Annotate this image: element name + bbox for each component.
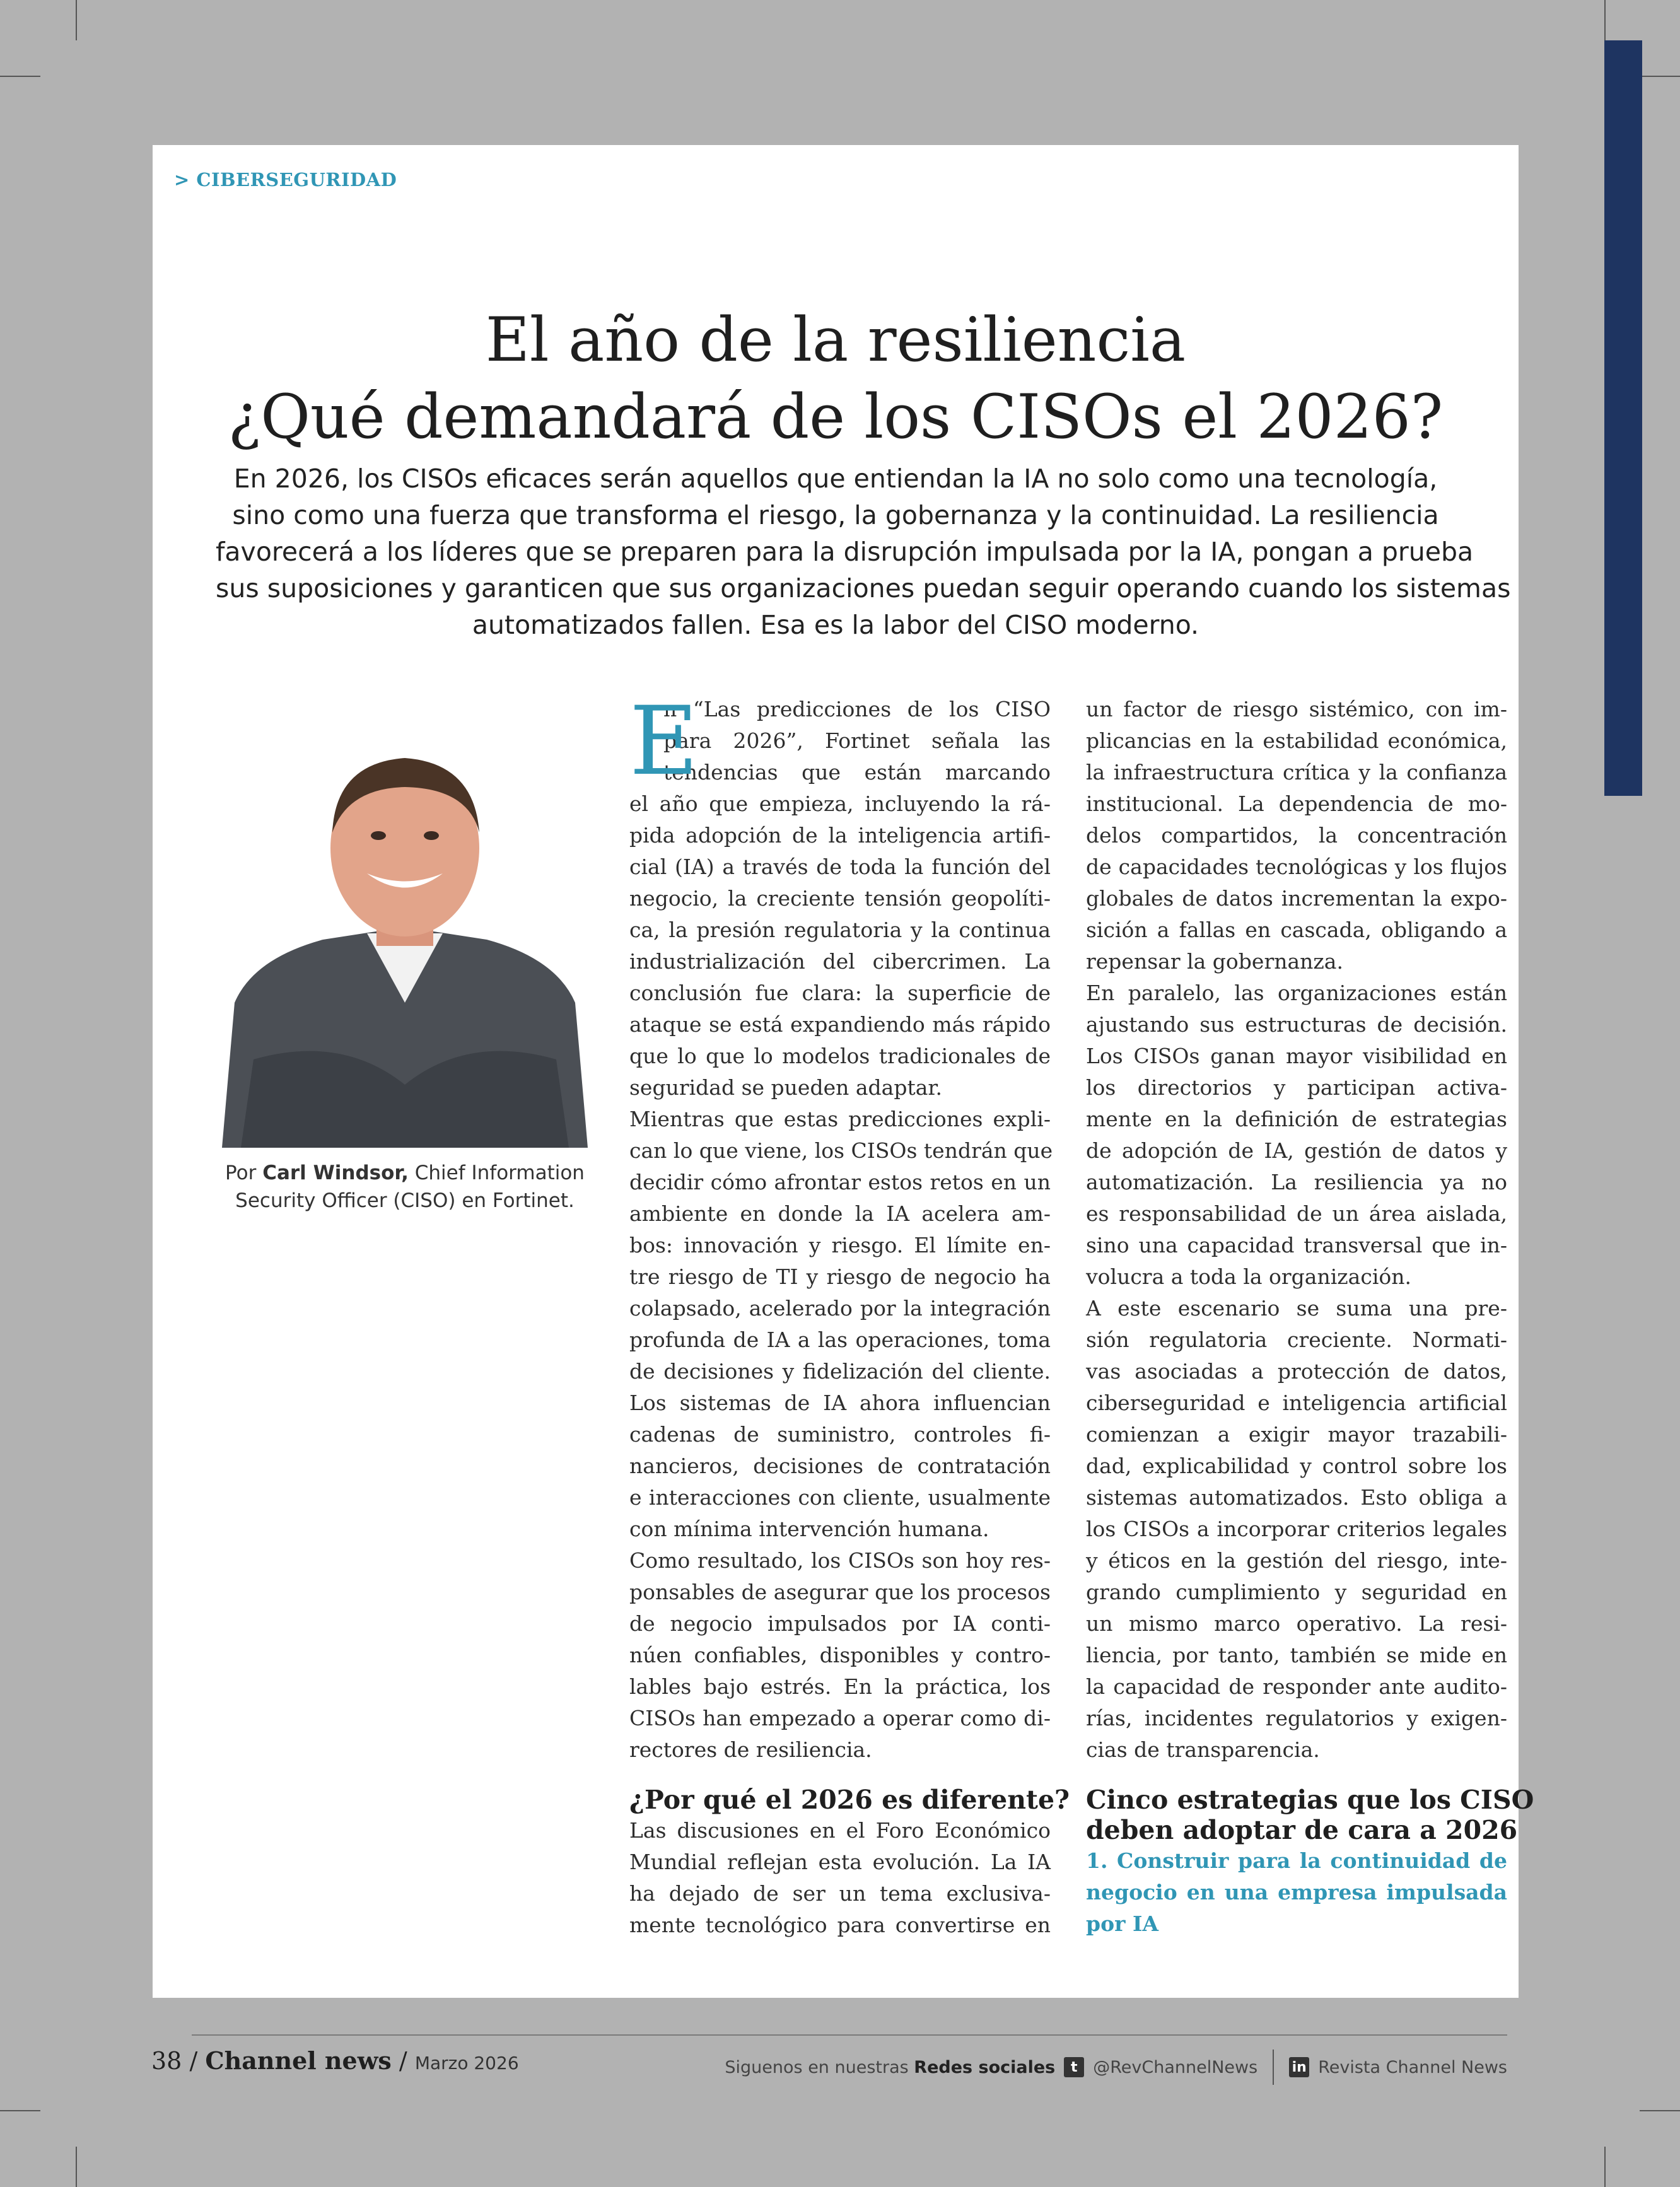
body-line: cial (IA) a través de toda la función del xyxy=(629,854,1051,879)
body-line: rías, incidentes regulatorios y exigen- xyxy=(1086,1706,1507,1730)
column-1-after xyxy=(629,1815,1051,1941)
body-line: lables bajo estrés. En la práctica, los xyxy=(629,1674,1051,1699)
body-line: e interacciones con cliente, usualmente xyxy=(629,1485,1051,1510)
author-photo xyxy=(216,706,594,1148)
caption-prefix: Por xyxy=(225,1162,263,1184)
divider xyxy=(1273,2050,1274,2085)
lede-line: automatizados fallen. Esa es la labor del CISO moderno. xyxy=(472,610,1199,640)
body-line: mente en la definición de estrategias xyxy=(1086,1107,1507,1131)
article-page xyxy=(153,145,1534,1998)
separator: / xyxy=(182,2047,206,2075)
lede-line: favorecerá a los líderes que se preparen para la disrupción impulsada por la IA, pongan a prueba xyxy=(216,537,1474,567)
body-line: es responsabilidad de un área aislada, xyxy=(1086,1201,1507,1226)
follow-text xyxy=(725,2058,1055,2077)
footer-folio xyxy=(151,2046,519,2075)
body-line: de adopción de IA, gestión de datos y xyxy=(1086,1138,1507,1163)
article-column-2 xyxy=(1086,694,1534,1940)
body-line: pida adopción de la inteligencia artifi- xyxy=(629,823,1051,848)
article-column-1 xyxy=(629,687,1070,1941)
crop-mark xyxy=(1604,0,1606,40)
photo-caption xyxy=(184,1159,626,1215)
strategy-heading-line: negocio en una empresa impulsada xyxy=(1086,1880,1507,1904)
body-line: institucional. La dependencia de mo- xyxy=(1086,791,1507,816)
body-line: Mundial reflejan esta evolución. La IA xyxy=(629,1850,1051,1874)
strategy-item-1 xyxy=(1086,1845,1507,1940)
body-line: dad, explicabilidad y control sobre los xyxy=(1086,1454,1507,1478)
body-line: de capacidades tecnológicas y los flujos xyxy=(1086,854,1507,879)
crop-mark xyxy=(76,0,77,40)
body-line: n “Las predicciones de los CISO xyxy=(663,697,1051,721)
follow-label: Siguenos en nuestras xyxy=(725,2057,914,2077)
body-line: globales de datos incrementan la expo- xyxy=(1086,886,1507,911)
intro-block xyxy=(629,687,1051,796)
body-line: ca, la presión regulatoria y la continua xyxy=(629,918,1051,942)
crop-mark xyxy=(0,2110,40,2111)
body-line: y éticos en la gestión del riesgo, inte- xyxy=(1086,1548,1507,1573)
article-lede xyxy=(216,460,1511,643)
body-line: ponsables de asegurar que los procesos xyxy=(629,1580,1051,1604)
body-line: seguridad se pueden adaptar. xyxy=(629,1075,943,1100)
sidebar-color-strip xyxy=(1604,40,1642,796)
author-name: Carl Windsor, xyxy=(262,1162,409,1184)
body-line: Las discusiones en el Foro Económico xyxy=(629,1818,1051,1843)
body-line: de decisiones y fidelización del cliente. xyxy=(629,1359,1051,1384)
body-line: la infraestructura crítica y la confianza xyxy=(1086,760,1507,784)
body-line: automatización. La resiliencia ya no xyxy=(1086,1170,1507,1194)
body-line: nancieros, decisiones de contratación xyxy=(629,1454,1051,1478)
body-line: Como resultado, los CISOs son hoy res- xyxy=(629,1548,1051,1573)
body-line: decidir cómo afrontar estos retos en un xyxy=(629,1170,1051,1194)
body-line: un factor de riesgo sistémico, con im- xyxy=(1086,697,1507,721)
subheading: deben adoptar de cara a 2026 xyxy=(1086,1815,1518,1845)
body-line: En paralelo, las organizaciones están xyxy=(1086,981,1507,1005)
column-2-body xyxy=(1086,694,1507,1766)
article-title-question: ¿Qué demandará de los CISOs el 2026? xyxy=(228,382,1444,452)
lede-line: sino como una fuerza que transforma el riesgo, la gobernanza y la continuidad. La resiliencia xyxy=(232,500,1439,530)
subheading: Cinco estrategias que los CISO xyxy=(1086,1785,1534,1815)
body-line: grando cumplimiento y seguridad en xyxy=(1086,1580,1507,1604)
twitter-handle[interactable]: @RevChannelNews xyxy=(1093,2057,1258,2077)
body-line: comienzan a exigir mayor trazabili- xyxy=(1086,1422,1507,1447)
body-line: tre riesgo de TI y riesgo de negocio ha xyxy=(629,1264,1051,1289)
body-line: sino una capacidad transversal que in- xyxy=(1086,1233,1507,1257)
body-line: delos compartidos, la concentración xyxy=(1086,823,1507,848)
body-line: bos: innovación y riesgo. El límite en- xyxy=(629,1233,1051,1257)
lede-line: sus suposiciones y garanticen que sus organizaciones puedan seguir operando cuando los sistemas xyxy=(216,573,1511,604)
body-line: la capacidad de responder ante audito- xyxy=(1086,1674,1507,1699)
body-line: mente tecnológico para convertirse en xyxy=(629,1913,1051,1937)
body-line: A este escenario se suma una pre- xyxy=(1086,1296,1507,1321)
body-line: tendencias que están marcando xyxy=(663,760,1051,784)
body-line: ataque se está expandiendo más rápido xyxy=(629,1012,1051,1037)
body-line: núen confiables, disponibles y contro- xyxy=(629,1643,1051,1667)
article-title: El año de la resiliencia xyxy=(485,305,1186,375)
body-line: negocio, la creciente tensión geopolíti- xyxy=(629,886,1051,911)
body-line: de negocio impulsados por IA conti- xyxy=(629,1611,1051,1636)
footer-rule xyxy=(192,2034,1507,2036)
body-line: repensar la gobernanza. xyxy=(1086,949,1343,974)
separator: / xyxy=(391,2047,415,2075)
body-line: volucra a toda la organización. xyxy=(1086,1264,1411,1289)
body-line: CISOs han empezado a operar como di- xyxy=(629,1706,1051,1730)
crop-mark xyxy=(1604,2147,1606,2187)
body-line: que lo que lo modelos tradicionales de xyxy=(629,1044,1051,1068)
body-line: liencia, por tanto, también se mide en xyxy=(1086,1643,1507,1667)
body-line: con mínima intervención humana. xyxy=(629,1517,989,1541)
crop-mark xyxy=(0,76,40,77)
body-line: los directorios y participan activa- xyxy=(1086,1075,1507,1100)
body-line: ha dejado de ser un tema exclusiva- xyxy=(629,1881,1051,1906)
caption-line xyxy=(184,1159,626,1187)
drop-cap: E xyxy=(629,687,699,796)
twitter-icon[interactable]: t xyxy=(1064,2057,1084,2077)
lede-line: En 2026, los CISOs eficaces serán aquellos que entiendan la IA no solo como una tecnología, xyxy=(233,464,1438,494)
body-line: Los sistemas de IA ahora influencian xyxy=(629,1391,1051,1415)
follow-label-bold: Redes sociales xyxy=(914,2057,1056,2077)
body-line: sición a fallas en cascada, obligando a xyxy=(1086,918,1507,942)
crop-mark xyxy=(1640,76,1680,77)
body-line: Los CISOs ganan mayor visibilidad en xyxy=(1086,1044,1507,1068)
caption-line: Security Officer (CISO) en Fortinet. xyxy=(235,1189,575,1212)
crop-mark xyxy=(76,2147,77,2187)
body-line: colapsado, acelerado por la integración xyxy=(629,1296,1051,1321)
body-line: ciberseguridad e inteligencia artificial xyxy=(1086,1391,1507,1415)
strategy-heading-line: por IA xyxy=(1086,1911,1159,1936)
linkedin-handle[interactable]: Revista Channel News xyxy=(1318,2057,1507,2077)
body-line: ajustando sus estructuras de decisión. xyxy=(1086,1012,1507,1037)
column-1-body xyxy=(629,788,1051,1766)
subheading: ¿Por qué el 2026 es diferente? xyxy=(629,1785,1070,1815)
body-line: conclusión fue clara: la superficie de xyxy=(629,981,1051,1005)
body-line: sistemas automatizados. Esto obliga a xyxy=(1086,1485,1507,1510)
author-role: Chief Information xyxy=(408,1162,585,1184)
body-line: el año que empieza, incluyendo la rá- xyxy=(629,791,1051,816)
body-line: can lo que viene, los CISOs tendrán que xyxy=(629,1138,1053,1163)
body-line: industrialización del cibercrimen. La xyxy=(629,949,1051,974)
body-line: cadenas de suministro, controles fi- xyxy=(629,1422,1051,1447)
body-line: para 2026”, Fortinet señala las xyxy=(663,728,1051,753)
crop-mark xyxy=(1640,2110,1680,2111)
linkedin-icon[interactable]: in xyxy=(1289,2057,1309,2077)
body-line: Mientras que estas predicciones expli- xyxy=(629,1107,1051,1131)
body-line: los CISOs a incorporar criterios legales xyxy=(1086,1517,1507,1541)
magazine-name: Channel news xyxy=(205,2046,392,2075)
body-line: vas asociadas a protección de datos, xyxy=(1086,1359,1507,1384)
issue-date: Marzo 2026 xyxy=(414,2053,519,2073)
body-line: cias de transparencia. xyxy=(1086,1737,1320,1762)
body-line: profunda de IA a las operaciones, toma xyxy=(629,1327,1051,1352)
body-line: plicancias en la estabilidad económica, xyxy=(1086,728,1507,753)
body-line: sión regulatoria creciente. Normati- xyxy=(1086,1327,1507,1352)
body-line: un mismo marco operativo. La resi- xyxy=(1086,1611,1507,1636)
body-line: rectores de resiliencia. xyxy=(629,1737,872,1762)
strategy-heading-line: 1. Construir para la continuidad de xyxy=(1086,1848,1507,1873)
footer-social xyxy=(725,2050,1507,2085)
page-number: 38 xyxy=(151,2047,182,2075)
body-line: ambiente en donde la IA acelera am- xyxy=(629,1201,1051,1226)
section-label[interactable]: > CIBERSEGURIDAD xyxy=(174,169,397,190)
